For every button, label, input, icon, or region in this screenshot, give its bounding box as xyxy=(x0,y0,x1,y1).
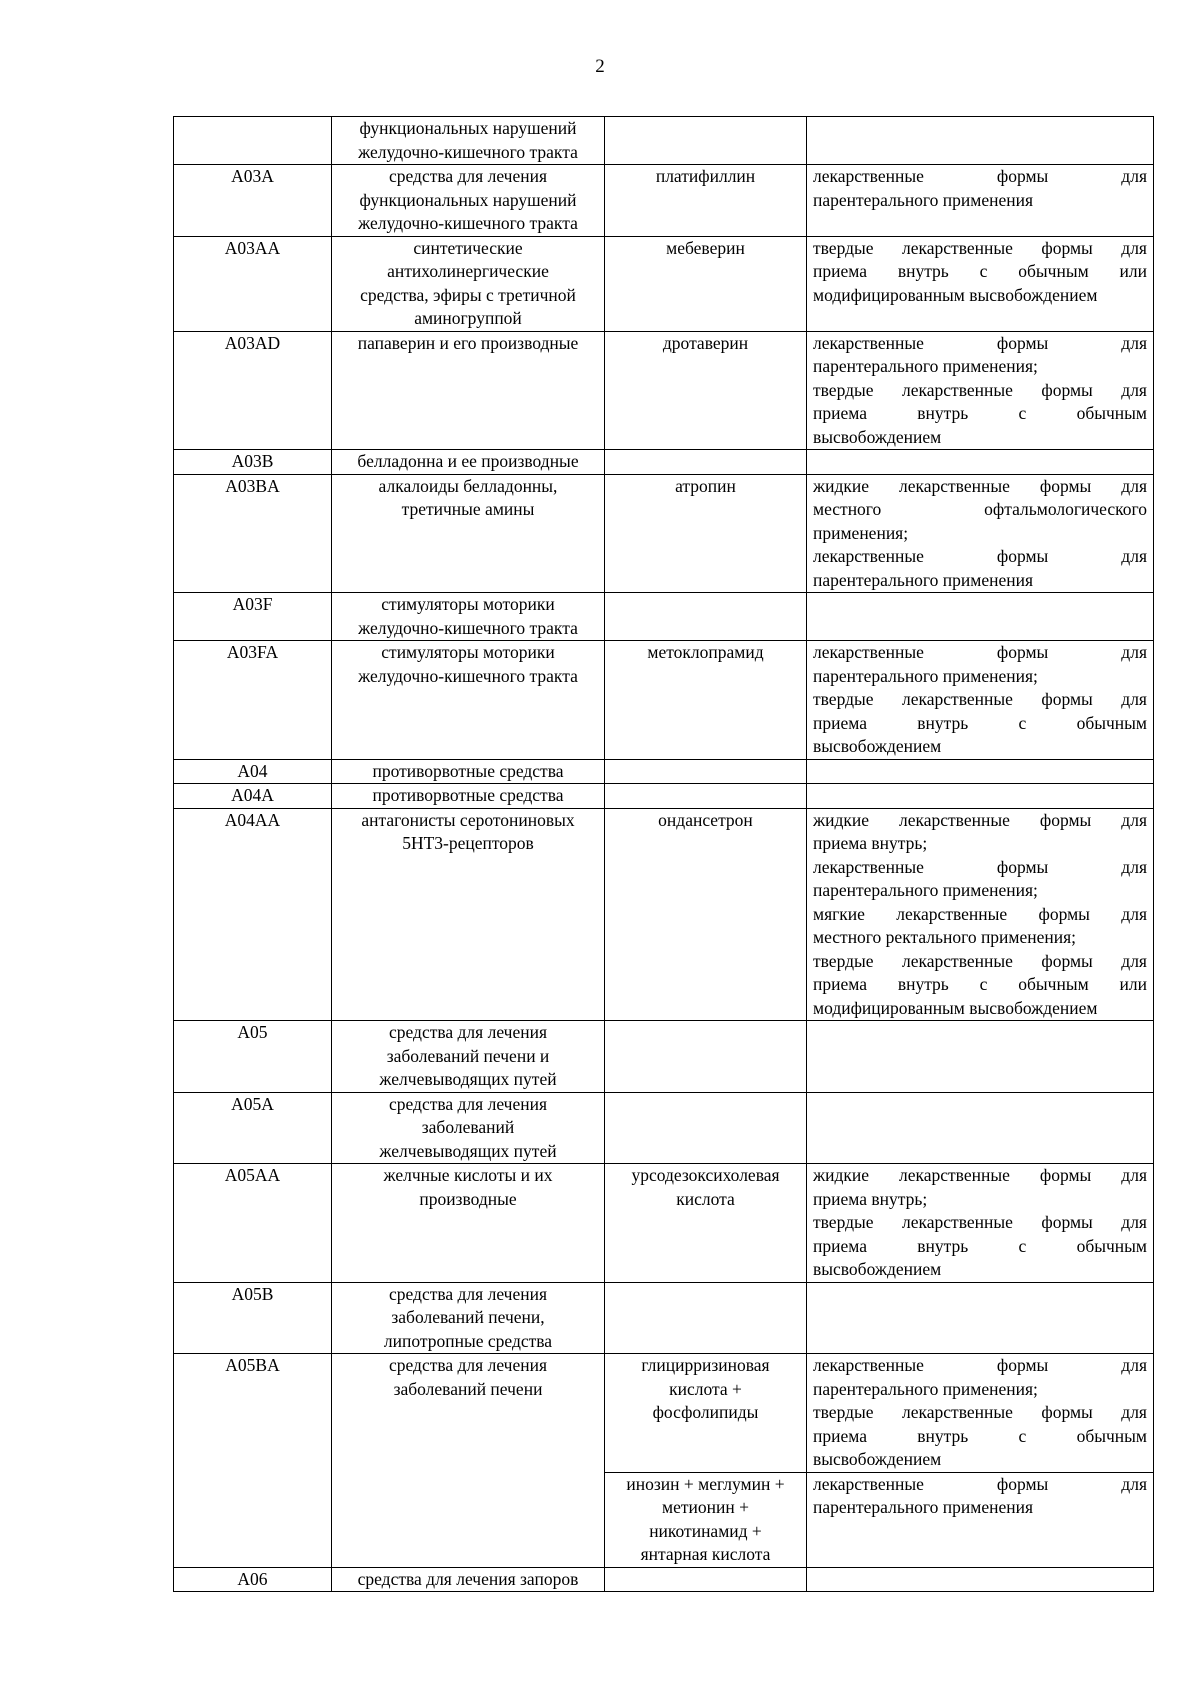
group-name-line: желудочно-кишечного тракта xyxy=(358,617,578,638)
group-name-line: заболеваний xyxy=(421,1117,515,1137)
group-name-line: антагонисты серотониновых xyxy=(361,809,575,830)
table-row xyxy=(174,593,1154,641)
dosage-form-cell xyxy=(807,1354,1154,1473)
dosage-form-cell xyxy=(807,1567,1154,1592)
dosage-form-line: лекарственные формы для xyxy=(813,332,1147,353)
dosage-form-cell xyxy=(807,1092,1154,1164)
atc-code-cell: A04 xyxy=(174,759,332,784)
drug-name-cell xyxy=(605,474,807,593)
drug-name-cell xyxy=(605,1472,807,1567)
group-name-line: средства для лечения xyxy=(388,1355,548,1375)
drug-name-cell xyxy=(605,1164,807,1283)
table-row xyxy=(174,1354,1154,1473)
drug-name-cell xyxy=(605,450,807,475)
group-name-line: заболеваний печени xyxy=(393,1378,543,1399)
group-name-cell xyxy=(332,641,605,760)
drug-name-line: атропин xyxy=(675,475,736,496)
dosage-form-cell xyxy=(807,1021,1154,1093)
dosage-form-line: твердые лекарственные формы для xyxy=(813,1212,1147,1232)
drug-name-cell xyxy=(605,641,807,760)
drug-name-line: инозин + меглумин + xyxy=(626,1473,785,1494)
atc-code-cell: A03AA xyxy=(174,236,332,331)
drug-name-line: ондансетрон xyxy=(658,809,753,830)
dosage-form-cell xyxy=(807,117,1154,165)
drug-table xyxy=(173,116,1154,1592)
table-row xyxy=(174,1567,1154,1592)
group-name-line: синтетические xyxy=(413,237,523,258)
drug-name-line: фосфолипиды xyxy=(652,1402,759,1422)
atc-code-cell: A04AA xyxy=(174,808,332,1021)
drug-name-line: дротаверин xyxy=(662,332,749,353)
dosage-form-line: лекарственные формы для xyxy=(813,642,1147,662)
atc-code-cell: A03AD xyxy=(174,331,332,450)
group-name-line: производные xyxy=(419,1188,517,1209)
group-name-line: средства для лечения xyxy=(388,1022,548,1042)
group-name-cell xyxy=(332,165,605,237)
dosage-form-line: парентерального применения xyxy=(813,569,1034,590)
dosage-form-line: высвобождением xyxy=(813,1259,942,1279)
atc-code-cell xyxy=(174,117,332,165)
group-name-line: алкалоиды белладонны, xyxy=(378,475,558,496)
atc-code-cell: A03BA xyxy=(174,474,332,593)
drug-name-cell xyxy=(605,784,807,809)
group-name-cell xyxy=(332,1021,605,1093)
table-row xyxy=(174,331,1154,450)
drug-name-cell xyxy=(605,331,807,450)
dosage-form-line: местного офтальмологического xyxy=(813,499,1147,519)
atc-code-cell: A03B xyxy=(174,450,332,475)
group-name-line: белладонна и ее производные xyxy=(357,451,579,471)
group-name-line: липотропные средства xyxy=(383,1330,553,1351)
atc-code-cell: A05BA xyxy=(174,1354,332,1568)
drug-table-body xyxy=(174,117,1154,1592)
group-name-line: желчевыводящих путей xyxy=(379,1140,557,1161)
group-name-line: средства для лечения xyxy=(388,1093,548,1114)
atc-code-cell: A05B xyxy=(174,1282,332,1354)
dosage-form-line: высвобождением xyxy=(813,736,942,756)
dosage-form-cell xyxy=(807,450,1154,475)
drug-name-cell xyxy=(605,1021,807,1093)
dosage-form-line: жидкие лекарственные формы для xyxy=(813,809,1147,830)
dosage-form-cell xyxy=(807,474,1154,593)
group-name-line: желчные кислоты и их xyxy=(383,1165,553,1185)
group-name-line: заболеваний печени, xyxy=(391,1307,545,1327)
drug-name-cell xyxy=(605,1354,807,1473)
dosage-form-cell xyxy=(807,331,1154,450)
dosage-form-line: применения; xyxy=(813,522,909,543)
group-name-line: средства для лечения xyxy=(388,1283,548,1304)
group-name-line: 5HT3-рецепторов xyxy=(402,833,534,853)
atc-code-cell: A06 xyxy=(174,1567,332,1592)
dosage-form-line: лекарственные формы для xyxy=(813,1355,1147,1375)
atc-code-cell: A05A xyxy=(174,1092,332,1164)
atc-code-cell: A05 xyxy=(174,1021,332,1093)
group-name-cell xyxy=(332,1092,605,1164)
dosage-form-line: лекарственные формы для xyxy=(813,856,1147,877)
atc-code-cell: A05AA xyxy=(174,1164,332,1283)
table-row xyxy=(174,165,1154,237)
group-name-line: средства, эфиры с третичной xyxy=(360,284,576,305)
drug-name-cell xyxy=(605,759,807,784)
dosage-form-cell xyxy=(807,593,1154,641)
dosage-form-cell xyxy=(807,165,1154,237)
atc-code-cell: A04A xyxy=(174,784,332,809)
dosage-form-line: местного ректального применения; xyxy=(813,927,1077,947)
group-name-line: стимуляторы моторики xyxy=(381,642,555,662)
dosage-form-cell xyxy=(807,784,1154,809)
group-name-cell xyxy=(332,1282,605,1354)
drug-name-line: кислота + xyxy=(669,1378,742,1399)
drug-name-cell xyxy=(605,117,807,165)
dosage-form-line: приема внутрь с обычным xyxy=(813,403,1147,423)
group-name-line: папаверин и его производные xyxy=(357,332,579,353)
group-name-line: стимуляторы моторики xyxy=(381,594,555,614)
group-name-cell xyxy=(332,1164,605,1283)
dosage-form-line: приема внутрь с обычным или xyxy=(813,974,1147,994)
dosage-form-line: парентерального применения xyxy=(813,1497,1034,1517)
dosage-form-cell xyxy=(807,1164,1154,1283)
table-row xyxy=(174,450,1154,475)
dosage-form-line: лекарственные формы для xyxy=(813,546,1147,566)
drug-name-line: никотинамид + xyxy=(649,1520,762,1541)
dosage-form-line: твердые лекарственные формы для xyxy=(813,237,1147,258)
group-name-line: антихолинергические xyxy=(387,261,549,281)
table-row xyxy=(174,117,1154,165)
group-name-line: функциональных нарушений xyxy=(359,118,577,138)
drug-name-line: кислота xyxy=(676,1188,735,1209)
dosage-form-line: высвобождением xyxy=(813,426,942,447)
dosage-form-line: приема внутрь с обычным или xyxy=(813,261,1147,281)
page-number: 2 xyxy=(595,56,605,77)
group-name-line: третичные амины xyxy=(401,499,535,519)
group-name-line: противорвотные средства xyxy=(372,785,564,805)
table-row xyxy=(174,808,1154,1021)
dosage-form-line: приема внутрь; xyxy=(813,1188,928,1209)
atc-code-cell: A03FA xyxy=(174,641,332,760)
group-name-cell xyxy=(332,331,605,450)
dosage-form-line: твердые лекарственные формы для xyxy=(813,950,1147,971)
group-name-line: желудочно-кишечного тракта xyxy=(358,665,578,686)
group-name-line: аминогруппой xyxy=(414,308,522,328)
table-row xyxy=(174,784,1154,809)
dosage-form-cell xyxy=(807,1282,1154,1354)
dosage-form-line: модифицированным высвобождением xyxy=(813,284,1098,305)
atc-code-cell: A03F xyxy=(174,593,332,641)
dosage-form-line: твердые лекарственные формы для xyxy=(813,379,1147,400)
group-name-cell xyxy=(332,759,605,784)
dosage-form-line: лекарственные формы для xyxy=(813,1473,1147,1494)
dosage-form-line: парентерального применения; xyxy=(813,1378,1038,1399)
drug-name-cell xyxy=(605,1282,807,1354)
dosage-form-cell xyxy=(807,808,1154,1021)
group-name-cell xyxy=(332,1354,605,1568)
table-row xyxy=(174,236,1154,331)
drug-name-line: урсодезоксихолевая xyxy=(631,1165,780,1185)
group-name-cell xyxy=(332,236,605,331)
dosage-form-cell xyxy=(807,236,1154,331)
drug-name-line: мебеверин xyxy=(666,237,745,258)
group-name-line: противорвотные средства xyxy=(372,760,564,781)
group-name-cell xyxy=(332,474,605,593)
group-name-cell xyxy=(332,784,605,809)
drug-name-line: метионин + xyxy=(662,1497,749,1517)
dosage-form-line: модифицированным высвобождением xyxy=(813,997,1098,1018)
drug-name-line: глицирризиновая xyxy=(641,1355,770,1375)
group-name-line: заболеваний печени и xyxy=(386,1045,550,1066)
table-row xyxy=(174,474,1154,593)
dosage-form-line: парентерального применения; xyxy=(813,356,1038,376)
group-name-line: желудочно-кишечного тракта xyxy=(358,141,578,162)
dosage-form-line: жидкие лекарственные формы для xyxy=(813,475,1147,496)
group-name-line: желудочно-кишечного тракта xyxy=(358,213,578,233)
group-name-line: средства для лечения xyxy=(388,166,548,186)
dosage-form-line: жидкие лекарственные формы для xyxy=(813,1165,1147,1185)
table-row xyxy=(174,641,1154,760)
group-name-line: желчевыводящих путей xyxy=(379,1069,557,1089)
table-row xyxy=(174,1021,1154,1093)
group-name-line: средства для лечения запоров xyxy=(357,1568,579,1589)
dosage-form-line: приема внутрь с обычным xyxy=(813,1425,1147,1446)
drug-name-cell xyxy=(605,1092,807,1164)
dosage-form-cell xyxy=(807,641,1154,760)
table-row xyxy=(174,1164,1154,1283)
dosage-form-line: приема внутрь с обычным xyxy=(813,1235,1147,1256)
drug-name-cell xyxy=(605,236,807,331)
dosage-form-line: парентерального применения; xyxy=(813,880,1038,900)
table-row xyxy=(174,759,1154,784)
dosage-form-line: приема внутрь с обычным xyxy=(813,712,1147,733)
dosage-form-line: высвобождением xyxy=(813,1449,942,1469)
drug-name-cell xyxy=(605,593,807,641)
drug-name-cell xyxy=(605,165,807,237)
group-name-line: функциональных нарушений xyxy=(359,189,577,210)
table-row xyxy=(174,1092,1154,1164)
drug-name-cell xyxy=(605,808,807,1021)
dosage-form-line: твердые лекарственные формы для xyxy=(813,689,1147,709)
dosage-form-cell xyxy=(807,759,1154,784)
dosage-form-line: приема внутрь; xyxy=(813,833,928,853)
atc-code-cell: A03A xyxy=(174,165,332,237)
dosage-form-line: лекарственные формы для xyxy=(813,166,1147,186)
dosage-form-cell xyxy=(807,1472,1154,1567)
group-name-cell xyxy=(332,1567,605,1592)
drug-name-line: янтарная кислота xyxy=(640,1544,771,1564)
drug-name-line: метоклопрамид xyxy=(647,642,764,662)
drug-name-line: платифиллин xyxy=(655,166,756,186)
group-name-cell xyxy=(332,593,605,641)
dosage-form-line: парентерального применения xyxy=(813,189,1034,210)
group-name-cell xyxy=(332,450,605,475)
group-name-cell xyxy=(332,808,605,1021)
drug-name-cell xyxy=(605,1567,807,1592)
dosage-form-line: твердые лекарственные формы для xyxy=(813,1402,1147,1422)
group-name-cell xyxy=(332,117,605,165)
table-row xyxy=(174,1282,1154,1354)
dosage-form-line: парентерального применения; xyxy=(813,665,1038,686)
dosage-form-line: мягкие лекарственные формы для xyxy=(813,903,1147,924)
